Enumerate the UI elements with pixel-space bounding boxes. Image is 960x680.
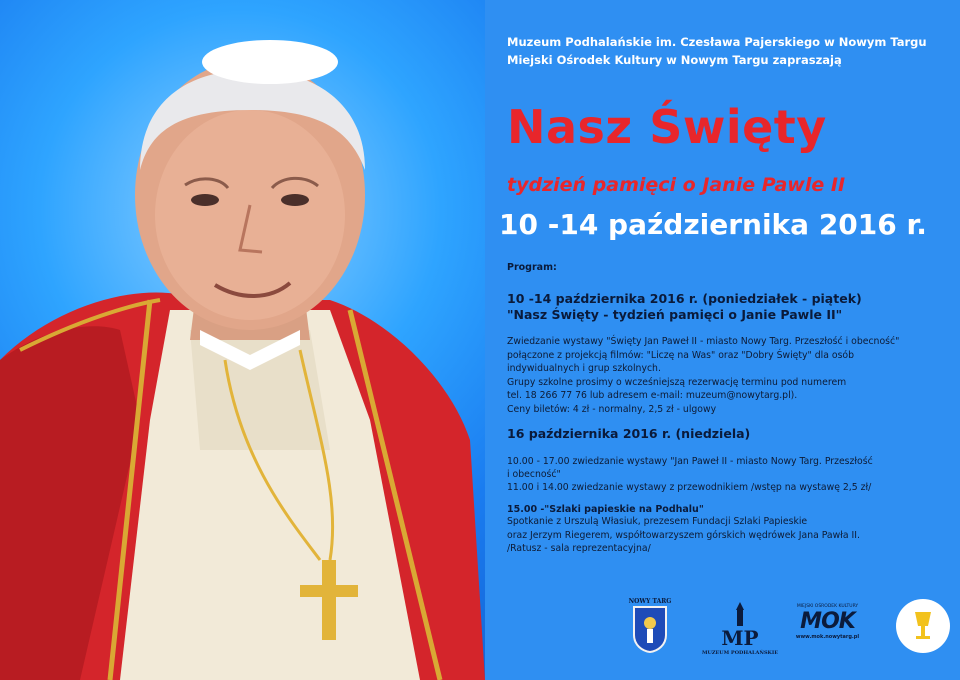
nowy-targ-logo xyxy=(625,598,675,657)
section1-line: Ceny biletów: 4 zł - normalny, 2,5 zł - ulgowy xyxy=(507,403,717,415)
section1-body xyxy=(507,335,947,416)
section1-line: Zwiedzanie wystawy "Święty Jan Paweł II - miasto Nowy Targ. Przeszłość i obecność" xyxy=(507,336,900,347)
event-subtitle: tydzień pamięci o Janie Pawle II xyxy=(507,174,846,196)
section1-heading-line1: 10 -14 października 2016 r. (poniedziałek - piątek) xyxy=(507,291,862,306)
circle-logo xyxy=(895,598,951,654)
sponsor-logos xyxy=(605,598,955,680)
invitation-text xyxy=(507,33,927,69)
section2-line: 10.00 - 17.00 zwiedzanie wystawy "Jan Paweł II - miasto Nowy Targ. Przeszłość xyxy=(507,456,873,467)
museum-logo xyxy=(700,602,780,656)
section2-body xyxy=(507,455,947,494)
section1-line: Grupy szkolne prosimy o wcześniejszą rezerwację terminu pod numerem xyxy=(507,376,847,388)
section3-body xyxy=(507,515,947,556)
mok-url: www.mok.nowytarg.pl xyxy=(795,634,860,640)
invite-line-1: Muzeum Podhalańskie im. Czesława Pajerskiego w Nowym Targu xyxy=(507,35,927,49)
nowy-targ-label: NOWY TARG xyxy=(628,598,672,605)
church-icon xyxy=(720,602,760,626)
coat-of-arms-icon xyxy=(632,605,668,653)
section3-line: Spotkanie z Urszulą Własiuk, prezesem Fundacji Szlaki Papieskie xyxy=(507,516,808,527)
cup-icon xyxy=(895,598,951,654)
museum-caption: MUZEUM PODHALAŃSKIE xyxy=(701,650,779,656)
section2-heading: 16 października 2016 r. (niedziela) xyxy=(507,426,751,441)
text-panel xyxy=(485,0,960,680)
section1-heading xyxy=(507,291,947,323)
museum-letters: MP xyxy=(721,626,759,650)
program xyxy=(507,262,947,556)
event-dates: 10 -14 października 2016 r. xyxy=(499,208,927,241)
program-label: Program: xyxy=(507,262,557,273)
section1-heading-line2: "Nasz Święty - tydzień pamięci o Janie Pawle II" xyxy=(507,307,843,322)
section3-line: oraz Jerzym Riegerem, współtowarzyszem górskich wędrówek Jana Pawła II. xyxy=(507,529,860,541)
section1-line: indywidualnych i grup szkolnych. xyxy=(507,363,661,374)
mok-caption: MIEJSKI OŚRODEK KULTURY xyxy=(796,604,859,609)
event-title: Nasz Święty xyxy=(507,100,827,154)
section1-line: połączone z projekcją filmów: "Liczę na Was" oraz "Dobry Święty" dla osób xyxy=(507,349,855,361)
section3-heading: 15.00 -"Szlaki papieskie na Podhalu" xyxy=(507,504,704,515)
mok-letters: MOK xyxy=(800,609,855,634)
section2-line: 11.00 i 14.00 zwiedzanie wystawy z przewodnikiem /wstęp na wystawę 2,5 zł/ xyxy=(507,482,872,493)
section3-line: /Ratusz - sala reprezentacyjna/ xyxy=(507,543,651,554)
invite-line-2: Miejski Ośrodek Kultury w Nowym Targu zapraszają xyxy=(507,53,842,67)
section1-line: tel. 18 266 77 76 lub adresem e-mail: muzeum@nowytarg.pl). xyxy=(507,390,798,401)
section2-line: i obecność" xyxy=(507,469,561,480)
mok-logo xyxy=(790,604,865,640)
